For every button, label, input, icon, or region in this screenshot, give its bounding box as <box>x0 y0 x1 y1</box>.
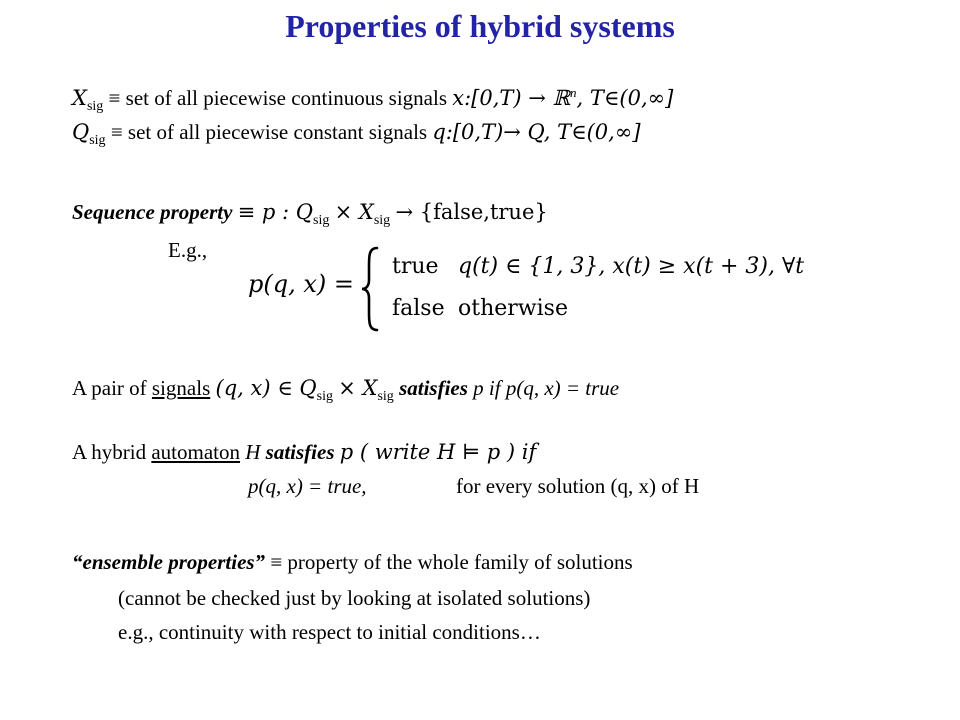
sequence-property <box>72 200 548 228</box>
case-true-value: true <box>392 254 439 279</box>
sequence-sub1: sig <box>313 213 330 228</box>
ensemble-label: “ensemble properties” <box>72 550 266 574</box>
ensemble-example: e.g., continuity with respect to initial conditions… <box>118 620 541 644</box>
signals-link: signals <box>151 376 211 400</box>
automaton-text-b: H <box>245 440 261 464</box>
xsig-text: ≡ set of all piecewise continuous signals <box>108 86 447 110</box>
qsig-text: ≡ set of all piecewise constant signals <box>110 120 428 144</box>
slide-title: Properties of hybrid systems <box>285 8 675 44</box>
sequence-def-c: → {false,true} <box>395 200 548 224</box>
automaton-satisfies <box>72 442 536 463</box>
case-false-value: false <box>392 296 445 321</box>
xsig-superscript: n <box>570 85 577 100</box>
xsig-tail: , T∈(0,∞] <box>576 86 674 110</box>
qsig-definition <box>72 120 641 148</box>
case-true-condition: q(t) ∈ {1, 3}, x(t) ≥ x(t + 3), ∀t <box>458 254 805 279</box>
automaton-satisfies-label: satisfies <box>265 440 335 464</box>
formula-lhs: p(q, x) = <box>248 270 354 298</box>
xsig-subscript: sig <box>86 99 104 114</box>
piecewise-formula <box>248 244 848 336</box>
automaton-text-a: A hybrid <box>72 440 147 464</box>
qsig-symbol: Q <box>72 120 90 144</box>
pair-text-a: A pair of <box>72 376 147 400</box>
ensemble-properties <box>72 552 633 573</box>
sequence-sub2: sig <box>373 213 391 228</box>
case-false-condition: otherwise <box>458 296 568 321</box>
sequence-def-a: ≡ p : Q <box>237 200 314 224</box>
xsig-definition <box>72 85 674 114</box>
pair-text-c: × X <box>338 376 378 400</box>
left-brace-icon <box>360 246 380 332</box>
pair-sub1: sig <box>316 389 333 404</box>
automaton-condition: p(q, x) = true, <box>248 474 367 498</box>
pair-text-d: p if p(q, x) = true <box>473 376 620 400</box>
qsig-subscript: sig <box>89 133 106 148</box>
example-label: E.g., <box>168 238 208 262</box>
sequence-property-label: Sequence property <box>72 200 233 224</box>
ensemble-text: ≡ property of the whole family of solutions <box>270 550 633 574</box>
qsig-math: q:[0,T)→ Q, T∈(0,∞] <box>432 120 641 144</box>
automaton-link: automaton <box>151 440 240 464</box>
pair-satisfies <box>72 376 620 404</box>
pair-text-b: (q, x) ∈ Q <box>215 376 317 400</box>
pair-sub2: sig <box>377 389 394 404</box>
ensemble-note: (cannot be checked just by looking at isolated solutions) <box>118 586 591 610</box>
pair-satisfies-label: satisfies <box>399 376 468 400</box>
automaton-solutions: for every solution (q, x) of H <box>456 474 700 498</box>
xsig-math: x:[0,T) → ℝ <box>452 86 570 110</box>
sequence-def-b: × X <box>334 200 374 224</box>
automaton-text-c: p ( write H ⊨ p ) if <box>339 440 537 464</box>
xsig-symbol: X <box>72 86 87 110</box>
